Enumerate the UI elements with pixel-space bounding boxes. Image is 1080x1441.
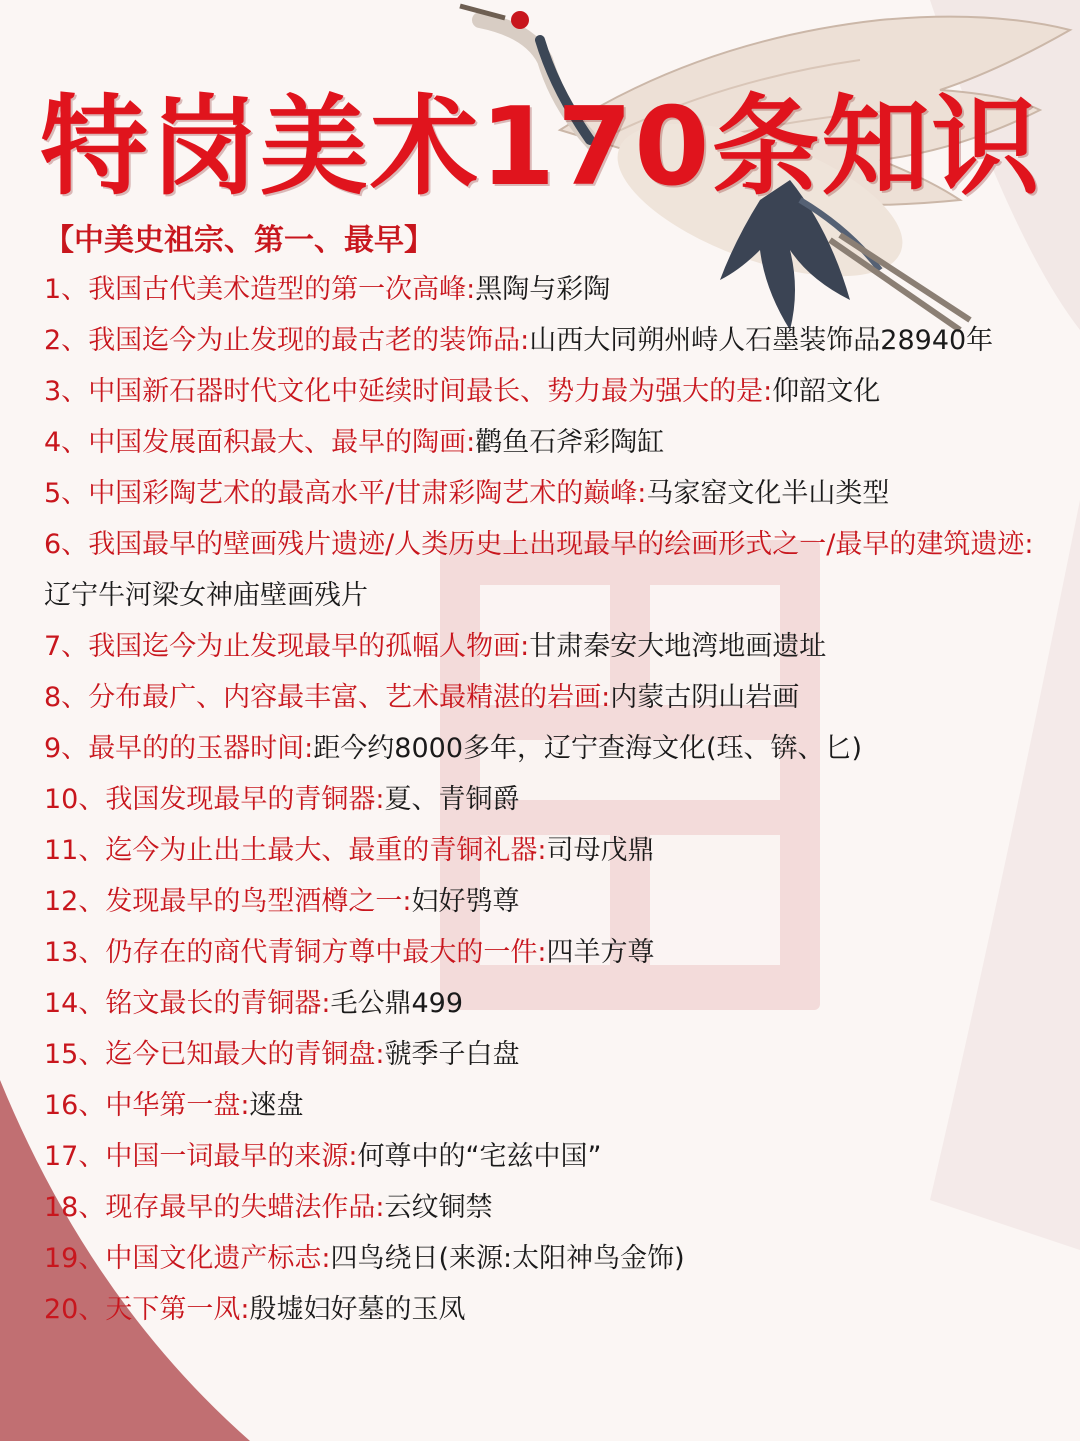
item-answer: 甘肃秦安大地湾地画遗址 (529, 631, 827, 662)
item-answer: 仰韶文化 (772, 376, 881, 407)
list-item (44, 621, 1044, 672)
item-number: 5、 (44, 478, 89, 509)
item-question: 仍存在的商代青铜方尊中最大的一件: (105, 937, 547, 968)
item-question: 我国迄今为止发现的最古老的装饰品: (88, 325, 530, 356)
item-answer: 四鸟绕日(来源:太阳神鸟金饰) (330, 1243, 685, 1274)
item-answer: 鹳鱼石斧彩陶缸 (475, 427, 665, 458)
section-header: 【中美史祖宗、第一、最早】 (44, 223, 434, 258)
item-answer: 马家窑文化半山类型 (646, 478, 890, 509)
item-number: 3、 (44, 376, 89, 407)
item-answer: 逨盘 (249, 1090, 304, 1121)
item-number: 15、 (44, 1039, 106, 1070)
list-item (44, 672, 1044, 723)
list-item (44, 366, 1044, 417)
item-answer: 云纹铜禁 (384, 1192, 493, 1223)
item-question: 中国新石器时代文化中延续时间最长、势力最为强大的是: (88, 376, 773, 407)
item-number: 1、 (44, 274, 89, 305)
list-item (44, 1080, 1044, 1131)
item-question: 天下第一凤: (105, 1294, 250, 1325)
list-item (44, 876, 1044, 927)
item-number: 7、 (44, 631, 89, 662)
list-item (44, 417, 1044, 468)
item-question: 迄今为止出土最大、最重的青铜礼器: (105, 835, 547, 866)
item-question: 我国最早的壁画残片遗迹/人类历史上出现最早的绘画形式之一/最早的建筑遗迹: (88, 529, 1034, 560)
item-answer: 四羊方尊 (546, 937, 655, 968)
item-answer: 妇好鸮尊 (411, 886, 520, 917)
item-question: 我国古代美术造型的第一次高峰: (88, 274, 476, 305)
list-item (44, 927, 1044, 978)
item-answer: 夏、青铜爵 (384, 784, 520, 815)
item-number: 12、 (44, 886, 106, 917)
item-question: 中国发展面积最大、最早的陶画: (88, 427, 476, 458)
item-number: 8、 (44, 682, 89, 713)
list-item (44, 825, 1044, 876)
list-item (44, 468, 1044, 519)
list-item (44, 264, 1044, 315)
item-answer: 内蒙古阴山岩画 (610, 682, 800, 713)
item-number: 10、 (44, 784, 106, 815)
item-question: 中华第一盘: (105, 1090, 250, 1121)
item-number: 2、 (44, 325, 89, 356)
item-question: 分布最广、内容最丰富、艺术最精湛的岩画: (88, 682, 611, 713)
list-item (44, 315, 1044, 366)
item-number: 4、 (44, 427, 89, 458)
item-question: 迄今已知最大的青铜盘: (105, 1039, 385, 1070)
item-number: 19、 (44, 1243, 106, 1274)
list-item (44, 978, 1044, 1029)
item-question: 中国文化遗产标志: (105, 1243, 331, 1274)
item-answer: 黑陶与彩陶 (475, 274, 611, 305)
page-title: 特岗美术170条知识 (40, 85, 1042, 210)
knowledge-list (44, 264, 1044, 1335)
item-question: 中国一词最早的来源: (105, 1141, 358, 1172)
item-question: 最早的的玉器时间: (88, 733, 314, 764)
item-number: 13、 (44, 937, 106, 968)
item-question: 我国迄今为止发现最早的孤幅人物画: (88, 631, 530, 662)
item-number: 14、 (44, 988, 106, 1019)
item-answer: 虢季子白盘 (384, 1039, 520, 1070)
item-answer: 山西大同朔州峙人石墨装饰品28940年 (529, 325, 994, 356)
item-number: 11、 (44, 835, 106, 866)
list-item (44, 1233, 1044, 1284)
item-question: 发现最早的鸟型酒樽之一: (105, 886, 412, 917)
item-number: 16、 (44, 1090, 106, 1121)
item-question: 现存最早的失蜡法作品: (105, 1192, 385, 1223)
list-item (44, 723, 1044, 774)
item-question: 中国彩陶艺术的最高水平/甘肃彩陶艺术的巅峰: (88, 478, 647, 509)
list-item (44, 1029, 1044, 1080)
list-item (44, 774, 1044, 825)
item-number: 6、 (44, 529, 89, 560)
list-item (44, 1284, 1044, 1335)
item-number: 18、 (44, 1192, 106, 1223)
item-answer: 何尊中的“宅兹中国” (357, 1141, 602, 1172)
list-item (44, 519, 1044, 621)
item-answer: 距今约8000多年，辽宁查海文化(珏、锛、匕) (313, 733, 863, 764)
list-item (44, 1182, 1044, 1233)
item-number: 20、 (44, 1294, 106, 1325)
item-question: 铭文最长的青铜器: (105, 988, 331, 1019)
item-answer: 司母戊鼎 (546, 835, 655, 866)
item-answer: 辽宁牛河梁女神庙壁画残片 (44, 580, 368, 611)
item-answer: 殷墟妇好墓的玉凤 (249, 1294, 466, 1325)
item-question: 我国发现最早的青铜器: (105, 784, 385, 815)
item-number: 9、 (44, 733, 89, 764)
list-item (44, 1131, 1044, 1182)
item-answer: 毛公鼎499 (330, 988, 464, 1019)
item-number: 17、 (44, 1141, 106, 1172)
